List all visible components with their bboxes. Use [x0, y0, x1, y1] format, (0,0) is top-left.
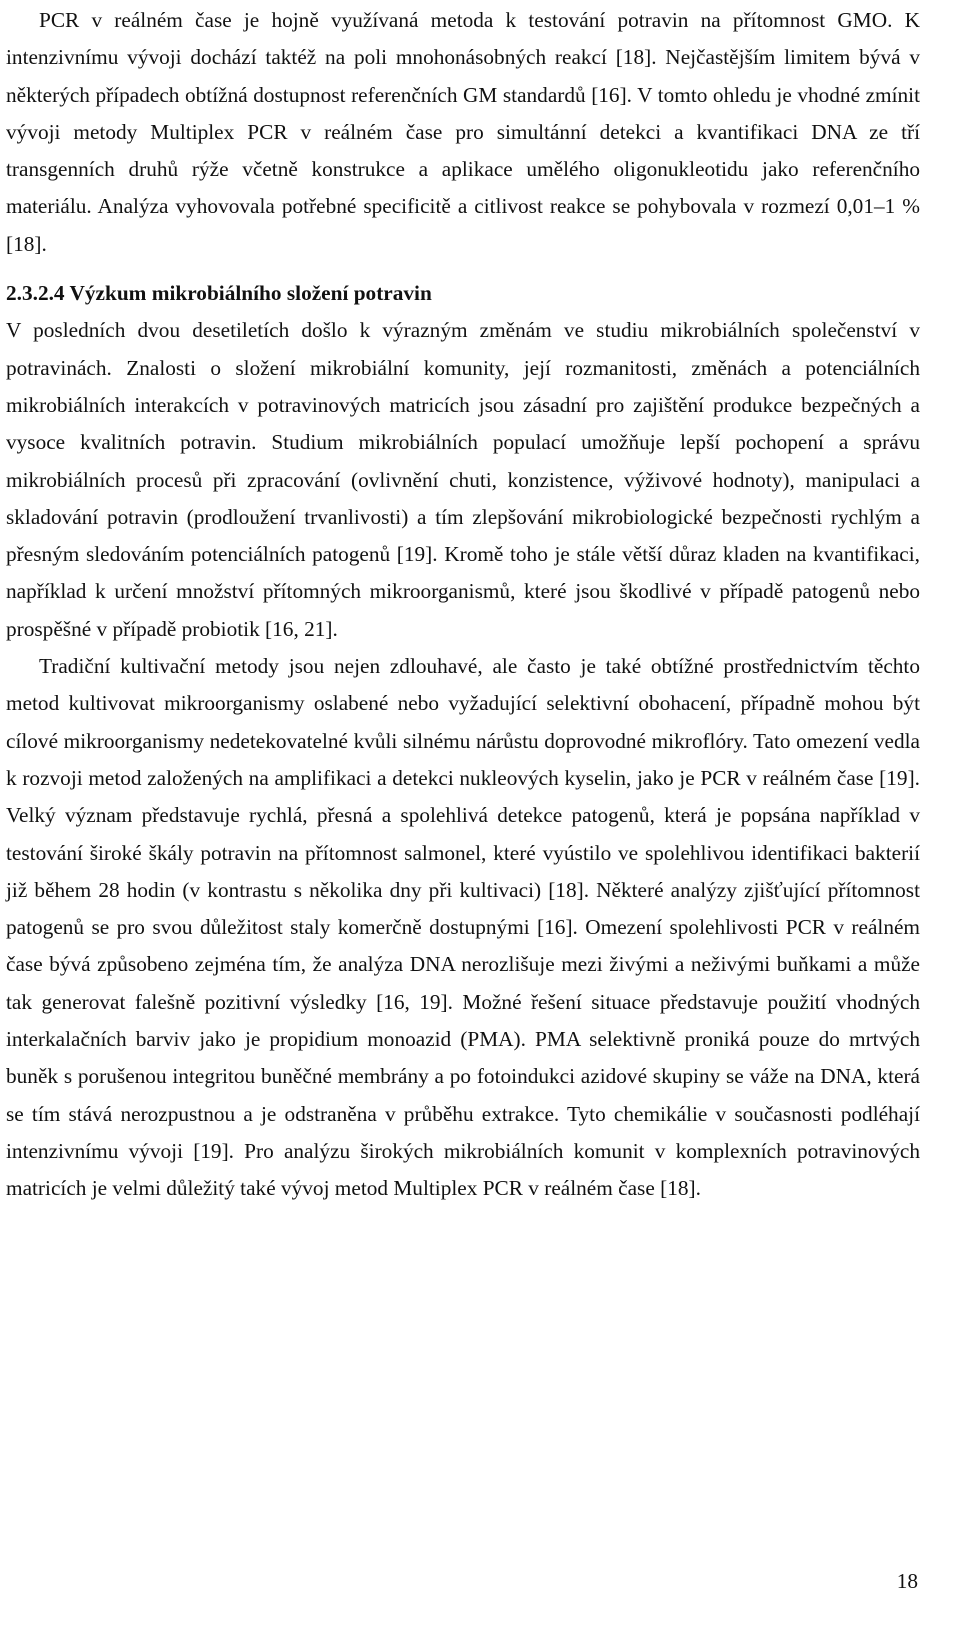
document-page [6, 2, 920, 1208]
paragraph-microbial-composition: V posledních dvou desetiletích došlo k výrazným změnám ve studiu mikrobiálních společenství v potravinách. Znalosti o složení mikrobiální komunity, její rozmanitosti, změnách a potenciálních mikrobiálních interakcích v potravinových matricích jsou zásadní pro zajištění produkce bezpečných a vysoce kvalitních potravin. Studium mikrobiálních populací umožňuje lepší pochopení a správu mikrobiálních procesů při zpracování (ovlivnění chuti, konzistence, výživové hodnoty), manipulaci a skladování potravin (prodloužení trvanlivosti) a tím zlepšování mikrobiologické bezpečnosti rychlým a přesným sledováním potenciálních patogenů [19]. Kromě toho je stále větší důraz kladen na kvantifikaci, například k určení množství přítomných mikroorganismů, které jsou škodlivé v případě patogenů nebo prospěšné v případě probiotik [16, 21]. [6, 318, 920, 641]
section-heading: 2.3.2.4 Výzkum mikrobiálního složení potravin [6, 281, 432, 306]
page-number: 18 [896, 1569, 918, 1593]
paragraph-cultivation-methods: Tradiční kultivační metody jsou nejen zdlouhavé, ale často je také obtížné prostřednictvím těchto metod kultivovat mikroorganismy oslabené nebo vyžadující selektivní obohacení, případně mohou být cílové mikroorganismy nedetekovatelné kvůli silnému nárůstu doprovodné mikroflóry. Tato omezení vedla k rozvoji metod založených na amplifikaci a detekci nukleových kyselin, jako je PCR v reálném čase [19]. Velký význam představuje rychlá, přesná a spolehlivá detekce patogenů, která je popsána například v testování široké škály potravin na přítomnost salmonel, které vyústilo ve spolehlivou identifikaci bakterií již během 28 hodin (v kontrastu s několika dny při kultivaci) [18]. Některé analýzy zjišťující přítomnost patogenů se pro svou důležitost staly komerčně dostupnými [16]. Omezení spolehlivosti PCR v reálném čase bývá způsobeno zejména tím, že analýza DNA nerozlišuje mezi živými a neživými buňkami a může tak generovat falešně pozitivní výsledky [16, 19]. Možné řešení situace představuje použití vhodných interkalačních barviv jako je propidium monoazid (PMA). PMA selektivně proniká pouze do mrtvých buněk s porušenou integritou buněčné membrány a po fotoindukci azidové skupiny se váže na DNA, která se tím stává nerozpustnou a je odstraněna v průběhu extrakce. Tyto chemikálie v současnosti podléhají intenzivnímu vývoji [19]. Pro analýzu širokých mikrobiálních komunit v komplexních potravinových matricích je velmi důležitý také vývoj metod Multiplex PCR v reálném čase [18]. [6, 654, 920, 1201]
paragraph-gmo-testing: PCR v reálném čase je hojně využívaná metoda k testování potravin na přítomnost GMO. K intenzivnímu vývoji dochází taktéž na poli mnohonásobných reakcí [18]. Nejčastějším limitem bývá v některých případech obtížná dostupnost referenčních GM standardů [16]. V tomto ohledu je vhodné zmínit vývoji metody Multiplex PCR v reálném čase pro simultánní detekci a kvantifikaci DNA ze tří transgenních druhů rýže včetně konstrukce a aplikace umělého oligonukleotidu jako referenčního materiálu. Analýza vyhovovala potřebné specificitě a citlivost reakce se pohybovala v rozmezí 0,01–1 % [18]. [6, 8, 920, 256]
